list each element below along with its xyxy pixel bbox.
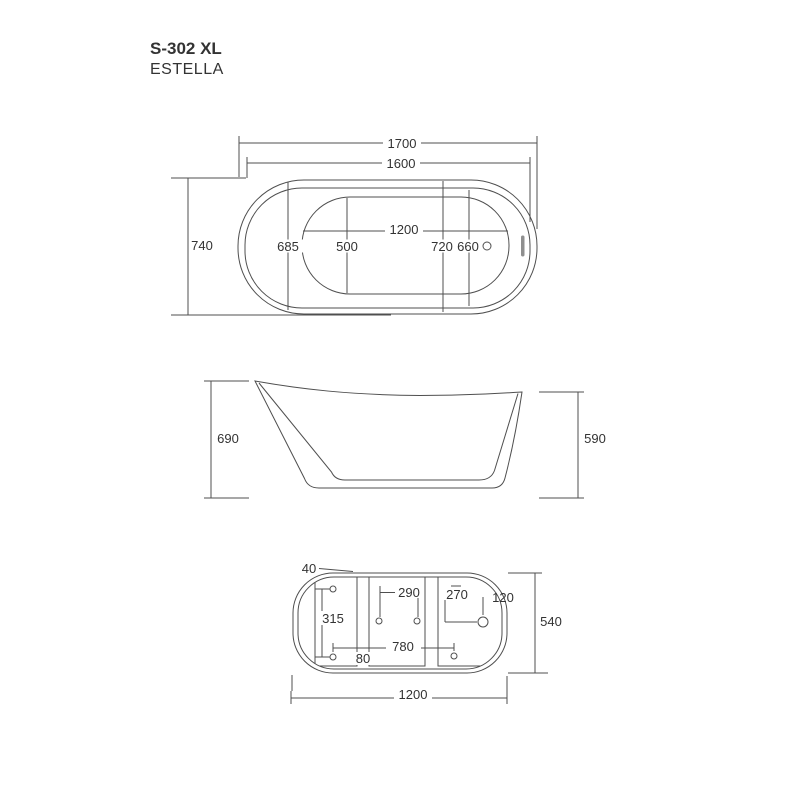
dim-label-80: 80 xyxy=(355,651,371,666)
dim-label-740: 740 xyxy=(191,238,213,253)
top-view xyxy=(171,136,537,315)
mount-hole xyxy=(376,618,382,624)
dim-label-290: 290 xyxy=(398,585,420,600)
tub-profile-outer xyxy=(255,381,522,488)
mount-hole xyxy=(330,654,336,660)
dim-label-1700: 1700 xyxy=(387,136,417,151)
mount-hole xyxy=(451,653,457,659)
title-block xyxy=(150,39,224,78)
product-model: S-302 XL xyxy=(150,39,222,58)
dim-label-40: 40 xyxy=(301,561,317,576)
overflow-slot xyxy=(521,236,525,257)
dim-label-690: 690 xyxy=(217,431,239,446)
dim-label-540: 540 xyxy=(540,614,562,629)
dim-40 xyxy=(319,569,353,572)
dim-label-1600: 1600 xyxy=(386,156,416,171)
dim-label-720: 720 xyxy=(431,239,453,254)
dim-label-315: 315 xyxy=(322,611,344,626)
dim-label-1200: 1200 xyxy=(398,687,428,702)
dim-label-780: 780 xyxy=(392,639,414,654)
mount-hole xyxy=(330,586,336,592)
dim-label-120: 120 xyxy=(492,590,514,605)
drain-hole xyxy=(478,617,488,627)
dim-label-660: 660 xyxy=(457,239,479,254)
dim-label-270: 270 xyxy=(446,587,468,602)
dim-label-590: 590 xyxy=(584,431,606,446)
dim-label-1200: 1200 xyxy=(389,222,419,237)
side-view xyxy=(204,381,606,498)
dim-front-height xyxy=(539,392,584,498)
leader-line xyxy=(319,569,353,572)
dim-label-500: 500 xyxy=(336,239,358,254)
bottom-view xyxy=(291,561,562,704)
drain-hole xyxy=(483,242,491,250)
dim-label-685: 685 xyxy=(277,239,299,254)
mount-hole xyxy=(414,618,420,624)
product-series: ESTELLA xyxy=(150,61,224,78)
